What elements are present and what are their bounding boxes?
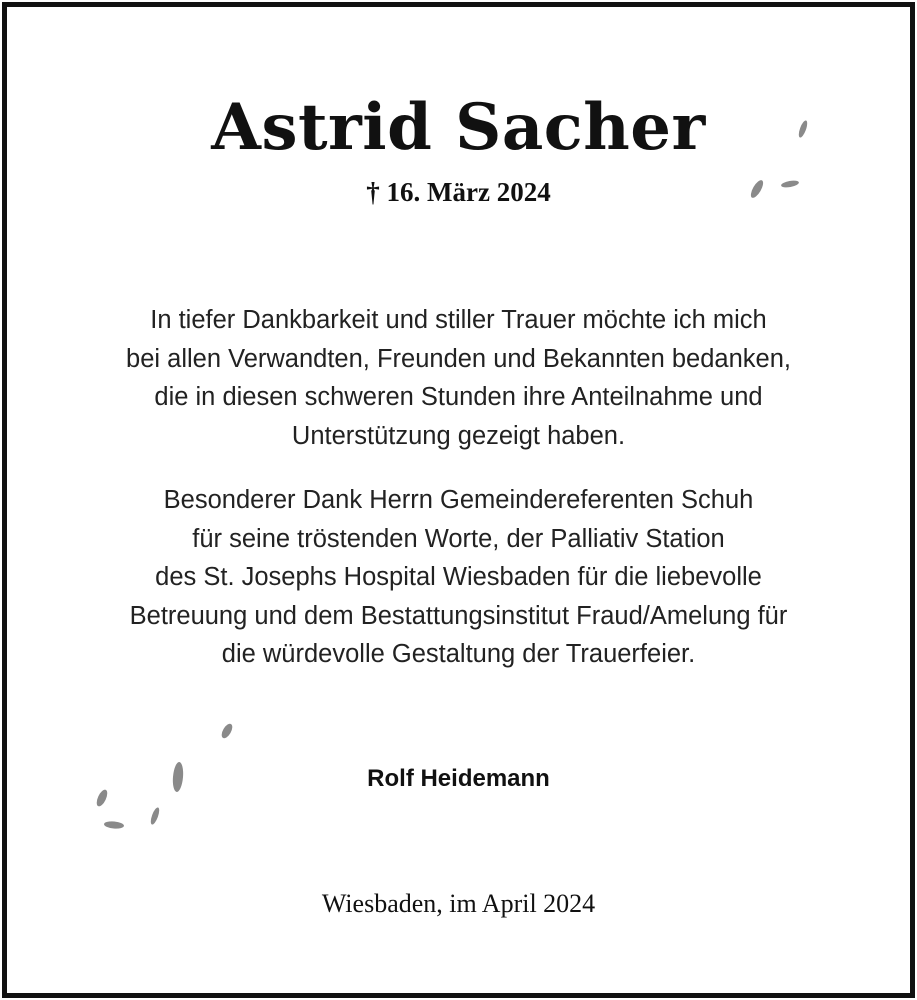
leaf-icon [220, 722, 235, 740]
text-line: bei allen Verwandten, Freunden und Bekannten bedanken, [126, 344, 791, 373]
place-and-date: Wiesbaden, im April 2024 [321, 889, 596, 918]
signer-name: Rolf Heidemann [367, 765, 550, 792]
text-line: die würdevolle Gestaltung der Trauerfeier. [221, 640, 696, 668]
leaf-icon [149, 807, 161, 826]
death-date: † 16. März 2024 [366, 177, 551, 207]
text-line: die in diesen schweren Stunden ihre Anteilnahme und [154, 383, 763, 411]
text-line: Besonderer Dank Herrn Gemeindereferenten Schuh [163, 486, 754, 514]
text-line: In tiefer Dankbarkeit und stiller Trauer möchte ich mich [150, 306, 767, 334]
text-line: Betreuung und dem Bestattungsinstitut Fraud/Amelung für [129, 601, 788, 630]
special-thanks-paragraph [0, 481, 917, 674]
leaf-icon [104, 821, 125, 830]
thanks-paragraph [0, 301, 917, 455]
text-line: für seine tröstenden Worte, der Palliativ Station [192, 524, 725, 553]
deceased-name: Astrid Sacher [211, 90, 706, 165]
text-line: Unterstützung gezeigt haben. [291, 421, 626, 450]
text-line: des St. Josephs Hospital Wiesbaden für die liebevolle [155, 563, 762, 591]
